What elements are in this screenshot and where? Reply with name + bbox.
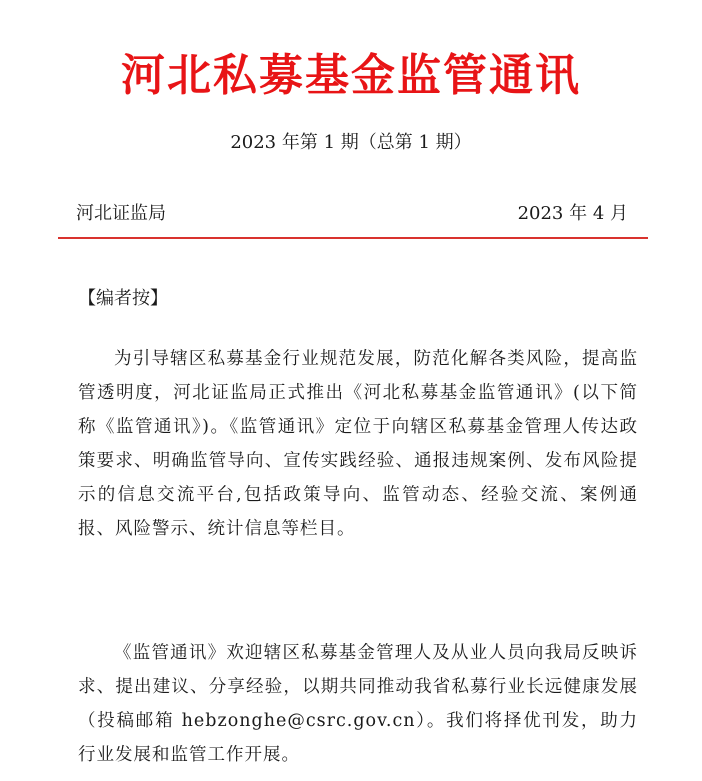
editor-note-label: 【编者按】 <box>78 288 168 309</box>
publish-date: 2023 年 4 月 <box>517 203 628 224</box>
editor-note-paragraph-2: 《监管通讯》欢迎辖区私募基金管理人及从业人员向我局反映诉求、提出建议、分享经验，以期共同推动我省私募行业长远健康发展（投稿邮箱 hebzonghe@csrc.gov.cn）。我们将择优刊发，助力行业发展和监管工作开展。 <box>78 642 638 765</box>
masthead-title: 河北私募基金监管通讯 <box>121 50 581 101</box>
publisher: 河北证监局 <box>76 203 166 224</box>
header-divider <box>58 237 648 239</box>
publisher-date-row <box>76 200 628 228</box>
editor-note-paragraph-1: 为引导辖区私募基金行业规范发展，防范化解各类风险，提高监管透明度，河北证监局正式推出《河北私募基金监管通讯》(以下简称《监管通讯》)。《监管通讯》定位于向辖区私募基金管理人传达政策要求、明确监管导向、宣传实践经验、通报违规案例、发布风险提示的信息交流平台,包括政策导向、监管动态、经验交流、案例通报、风险警示、统计信息等栏目。 <box>78 348 638 539</box>
issue-number: 2023 年第 1 期（总第 1 期） <box>230 132 472 153</box>
